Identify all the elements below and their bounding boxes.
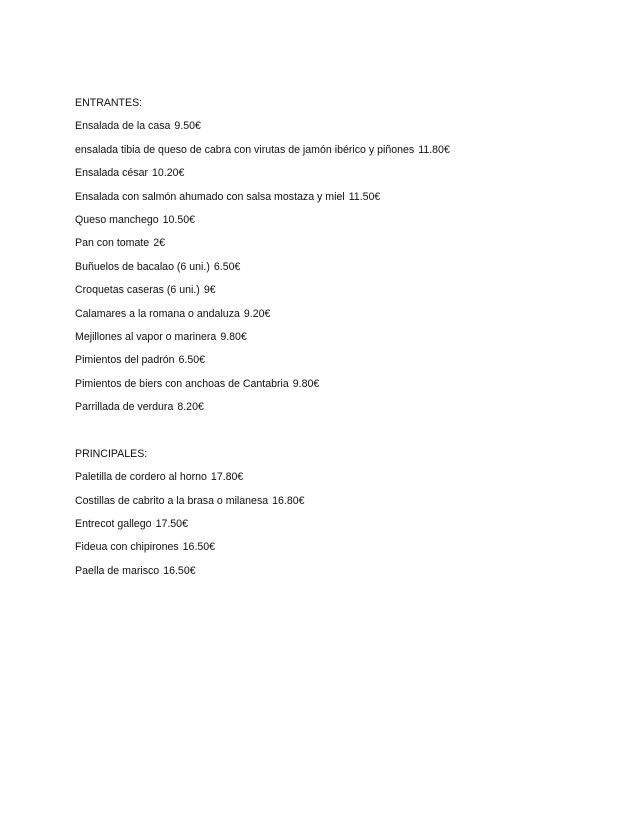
menu-item: [75, 308, 595, 321]
menu-item: [75, 518, 595, 531]
item-price: 9.50€: [174, 120, 201, 133]
menu-item: [75, 565, 595, 578]
item-name: Fideua con chipirones: [75, 541, 179, 554]
menu-item: [75, 495, 595, 508]
menu-list: [75, 97, 595, 588]
section-heading-entrantes: ENTRANTES:: [75, 97, 143, 109]
item-name: Queso manchego: [75, 213, 159, 226]
item-name: Pimientos del padrón: [75, 354, 175, 367]
item-price: 2€: [153, 237, 165, 250]
item-name: Buñuelos de bacalao (6 uni.): [75, 260, 210, 273]
item-name: Ensalada con salmón ahumado con salsa mostaza y miel: [75, 190, 345, 203]
item-name: Calamares a la romana o andaluza: [75, 307, 240, 320]
menu-item: [75, 401, 595, 414]
item-price: 17.80€: [210, 471, 244, 484]
item-price: 9.80€: [292, 377, 320, 390]
item-price: 6.50€: [213, 260, 241, 273]
item-price: 16.50€: [182, 541, 216, 554]
item-price: 9.80€: [220, 330, 247, 343]
item-price: 11.50€: [348, 190, 381, 203]
menu-item: [75, 261, 595, 274]
item-name: ensalada tibia de queso de cabra con virutas de jamón ibérico y piñones: [75, 143, 415, 156]
item-price: 10.20€: [152, 167, 185, 180]
section-heading-principales: PRINCIPALES:: [75, 447, 148, 460]
menu-item: [75, 214, 595, 227]
item-price: 9€: [203, 284, 216, 297]
item-price: 10.50€: [162, 213, 196, 226]
menu-item: [75, 144, 595, 157]
item-name: Entrecot gallego: [75, 518, 152, 531]
item-name: Paletilla de cordero al horno: [75, 471, 207, 484]
item-price: 16.80€: [272, 494, 305, 507]
item-price: 6.50€: [178, 354, 206, 367]
menu-item: [75, 354, 595, 367]
menu-item: [75, 471, 595, 484]
item-name: Ensalada césar: [75, 167, 149, 180]
menu-item: [75, 378, 595, 391]
item-price: 9.20€: [243, 307, 271, 320]
item-name: Croquetas caseras (6 uni.): [75, 284, 200, 297]
item-name: Costillas de cabrito a la brasa o milanesa: [75, 494, 269, 507]
item-price: 17.50€: [155, 518, 188, 531]
menu-item: [75, 237, 595, 250]
item-price: 16.50€: [163, 564, 196, 577]
menu-item: [75, 284, 595, 297]
item-price: 8.20€: [177, 401, 204, 414]
item-name: Pimientos de biers con anchoas de Cantabria: [75, 377, 289, 390]
item-name: Pan con tomate: [75, 237, 150, 250]
item-name: Paella de marisco: [75, 564, 160, 577]
item-name: Mejillones al vapor o marinera: [75, 330, 217, 343]
item-price: 11.80€: [418, 143, 450, 156]
menu-item: [75, 167, 595, 180]
item-name: Parrillada de verdura: [75, 401, 174, 414]
menu-item: [75, 541, 595, 554]
menu-item: [75, 191, 595, 204]
menu-item: [75, 120, 595, 133]
section-spacer: [75, 424, 595, 447]
item-name: Ensalada de la casa: [75, 120, 171, 133]
menu-item: [75, 331, 595, 344]
